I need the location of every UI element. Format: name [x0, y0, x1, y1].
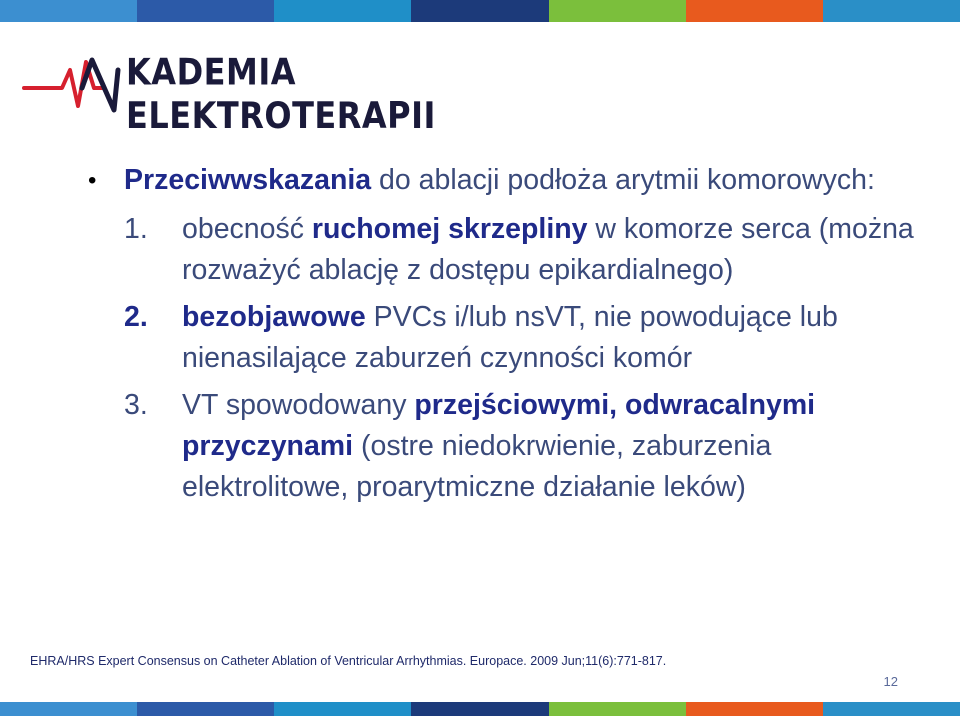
bar-segment: [274, 702, 411, 716]
bar-segment: [686, 0, 823, 22]
ordered-list: [88, 209, 928, 508]
main-bullet: [88, 160, 928, 201]
bar-segment: [274, 0, 411, 22]
list-item-number: 3.: [124, 389, 148, 421]
page-number: 12: [883, 674, 898, 689]
bar-segment: [411, 702, 548, 716]
bullet-strong-text: Przeciwwskazania: [124, 164, 372, 196]
bottom-color-bar: [0, 702, 960, 716]
list-item-3: [124, 385, 928, 508]
bar-segment: [411, 0, 548, 22]
logo-text: KADEMIA ELEKTROTERAPII: [126, 50, 436, 138]
list-item-number: 1.: [124, 213, 148, 245]
list-item-bold-text: ruchomej skrzepliny: [311, 213, 588, 245]
list-item-number: 2.: [124, 301, 148, 333]
list-item-bold-text: bezobjawowe: [182, 301, 366, 333]
slide-content: [88, 160, 928, 514]
bar-segment: [823, 0, 960, 22]
list-item-bold-text: przejściowymi, odwracalnymi przyczynami: [182, 389, 816, 462]
bullet-dot-icon: •: [88, 167, 97, 194]
logo: [22, 48, 542, 138]
bar-segment: [686, 702, 823, 716]
bar-segment: [549, 0, 686, 22]
bar-segment: [137, 0, 274, 22]
heart-pulse-icon: [22, 48, 126, 118]
list-item-1: [124, 209, 928, 291]
top-color-bar: [0, 0, 960, 22]
bar-segment: [137, 702, 274, 716]
list-item-text: VT spowodowany: [182, 389, 415, 421]
bar-segment: [0, 0, 137, 22]
bar-segment: [823, 702, 960, 716]
bullet-text: do ablacji podłoża arytmii komorowych:: [371, 164, 875, 196]
list-item-text: w komorze serca (można rozważyć ablację z dostępu epikardialnego): [182, 213, 914, 286]
list-item-text: obecność: [182, 213, 312, 245]
list-item-text: PVCs i/lub nsVT, nie powodujące lub nienasilające zaburzeń czynności komór: [182, 301, 838, 374]
list-item-text: (ostre niedokrwienie, zaburzenia elektrolitowe, proarytmiczne działanie leków): [182, 430, 772, 503]
bar-segment: [0, 702, 137, 716]
bar-segment: [549, 702, 686, 716]
reference-footnote: EHRA/HRS Expert Consensus on Catheter Ablation of Ventricular Arrhythmias. Europace. 2009 Jun;11(6):771-817.: [30, 654, 667, 668]
list-item-2: [124, 297, 928, 379]
